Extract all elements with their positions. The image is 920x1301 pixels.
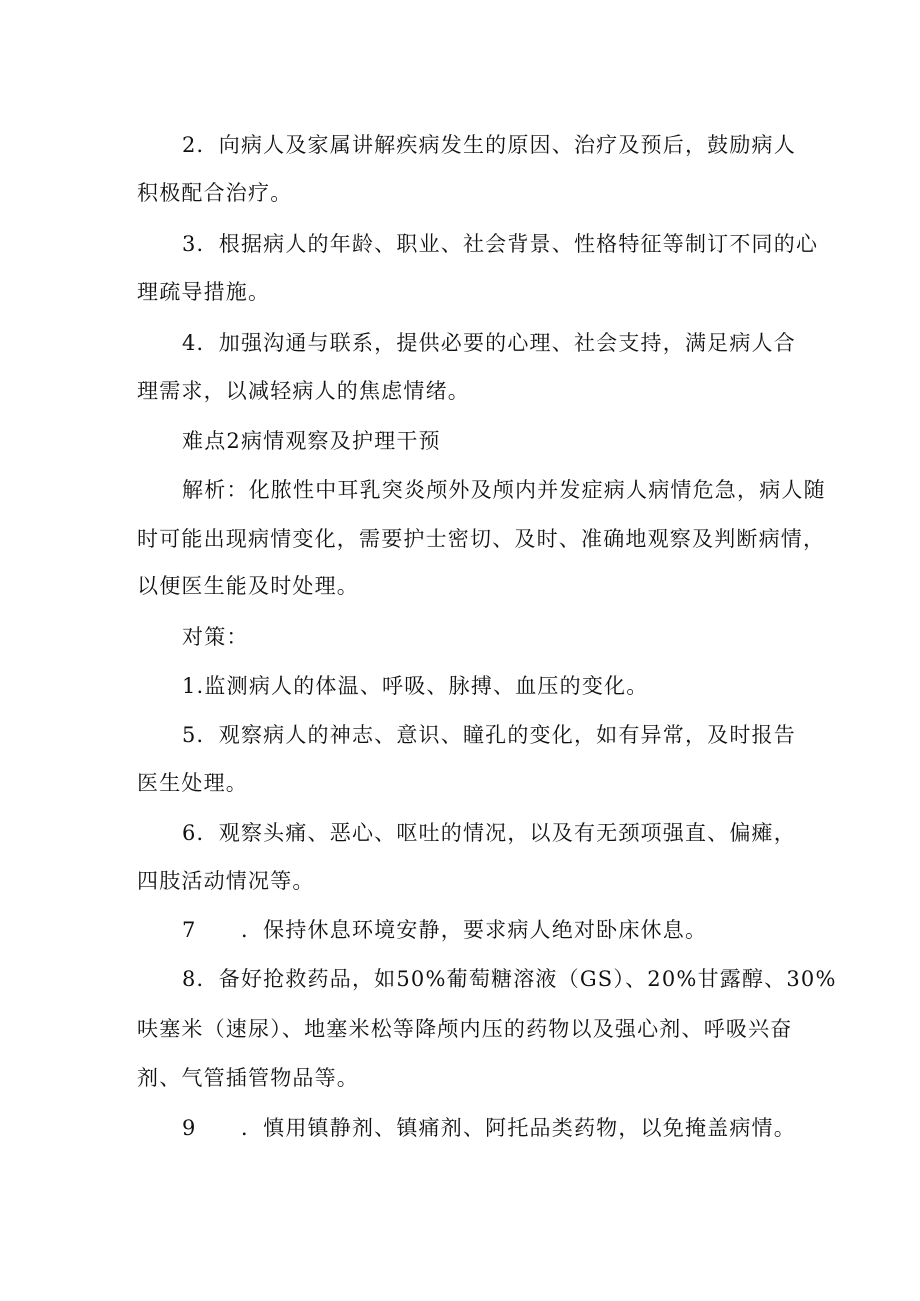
text-line: 四肢活动情况等。	[137, 869, 315, 893]
text-line: 9 ．慎用镇静剂、镇痛剂、阿托品类药物，以免掩盖病情。	[182, 1116, 796, 1140]
text-line: 剂、气管插管物品等。	[137, 1066, 359, 1090]
text-line: 3．根据病人的年龄、职业、社会背景、性格特征等制订不同的心	[182, 232, 819, 256]
text-line: 解析：化脓性中耳乳突炎颅外及颅内并发症病人病情危急，病人随	[182, 478, 826, 502]
text-line: 理需求，以减轻病人的焦虑情绪。	[137, 379, 470, 403]
text-line: 2．向病人及家属讲解疾病发生的原因、治疗及预后，鼓励病人	[182, 133, 796, 157]
text-line: 积极配合治疗。	[137, 181, 293, 205]
text-line: 6．观察头痛、恶心、呕吐的情况，以及有无颈项强直、偏瘫，	[182, 821, 796, 845]
text-line: 1.监测病人的体温、呼吸、脉搏、血压的变化。	[182, 674, 649, 698]
text-line: 4．加强沟通与联系，提供必要的心理、社会支持，满足病人合	[182, 331, 796, 355]
text-line: 5．观察病人的神志、意识、瞳孔的变化，如有异常，及时报告	[182, 723, 796, 747]
text-line: 7 ．保持休息环境安静，要求病人绝对卧床休息。	[182, 918, 708, 942]
text-line: 理疏导措施。	[137, 280, 271, 304]
text-line: 时可能出现病情变化，需要护士密切、及时、准确地观察及判断病情，	[137, 527, 826, 551]
section-heading: 难点2病情观察及护理干预	[182, 429, 441, 453]
text-line: 8．备好抢救药品，如50%葡萄糖溶液（GS）、20%甘露醇、30%	[182, 967, 837, 991]
text-line: 对策：	[182, 625, 249, 649]
text-line: 医生处理。	[137, 771, 248, 795]
text-line: 呋塞米（速尿）、地塞米松等降颅内压的药物以及强心剂、呼吸兴奋	[137, 1017, 793, 1041]
text-line: 以便医生能及时处理。	[137, 574, 359, 598]
